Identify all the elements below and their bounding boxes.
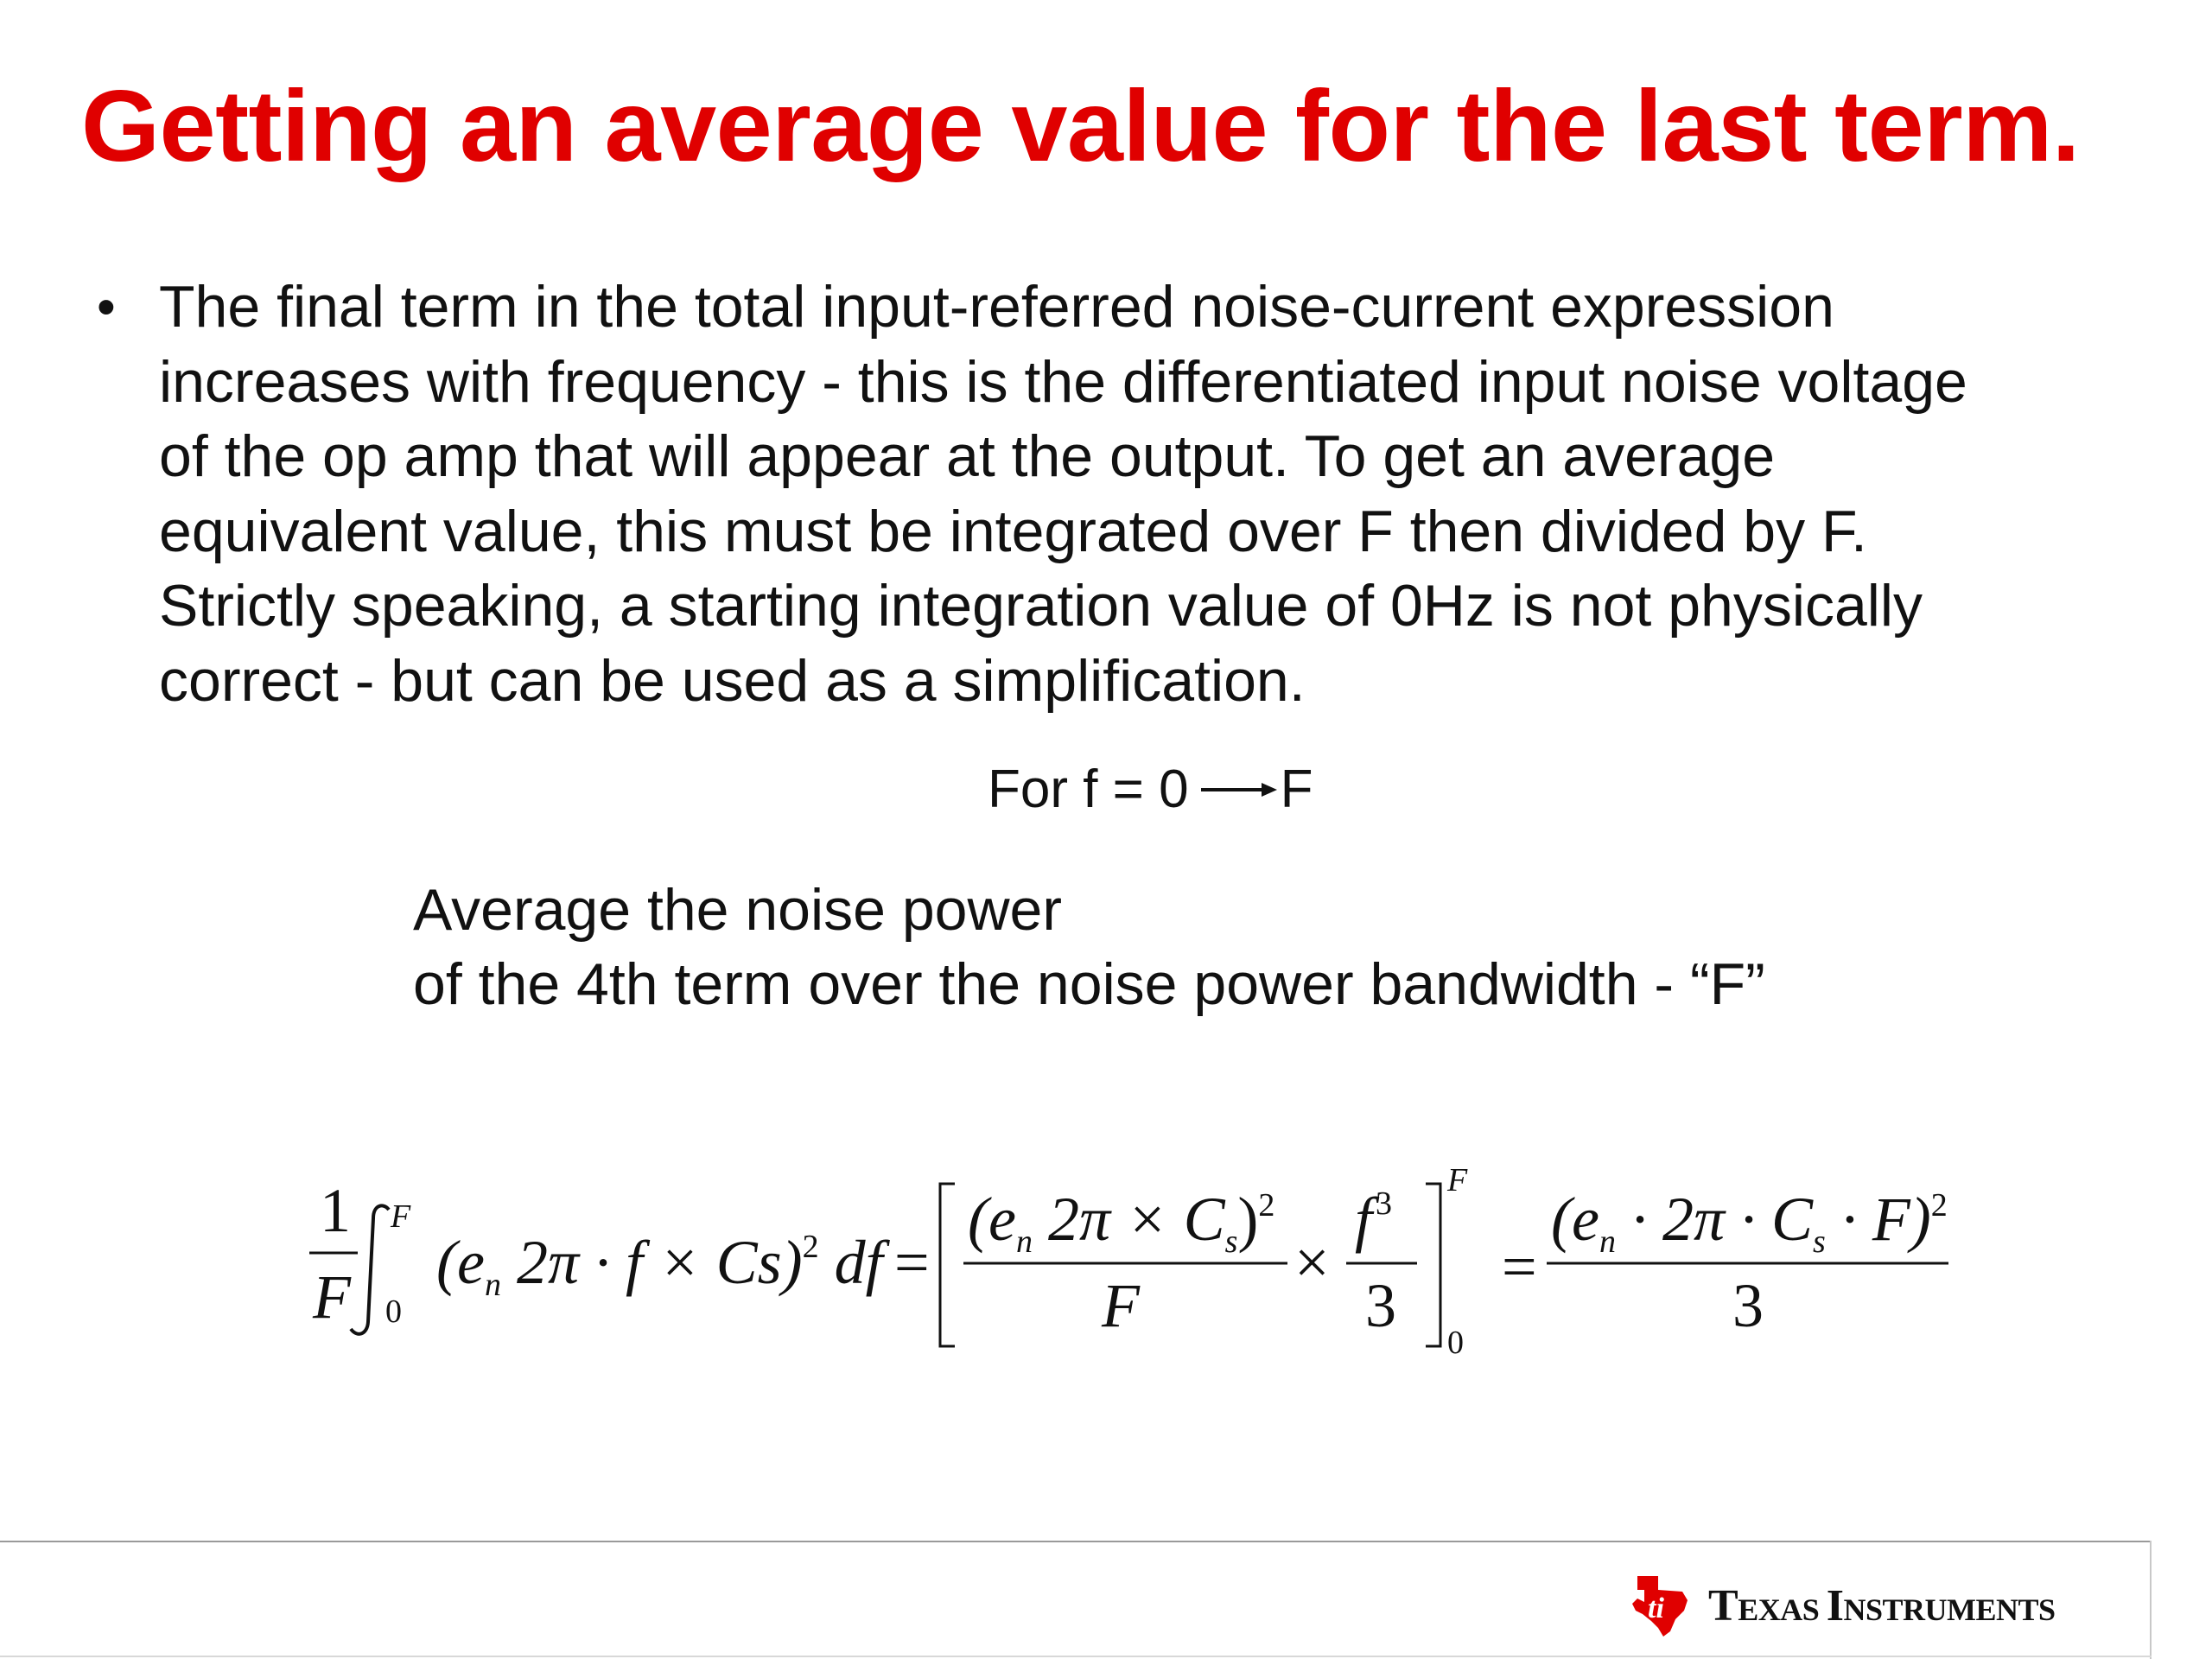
- bullet-line: of the op amp that will appear at the output. To get an average: [159, 423, 1776, 489]
- integrand: (en 2π · f × Cs)$^2$ df: [436, 1228, 883, 1303]
- equals-sign-2: =: [1502, 1232, 1537, 1301]
- right-bracket: [1426, 1184, 1440, 1346]
- range-suffix: F: [1280, 760, 1313, 819]
- integration-range: [988, 759, 1313, 820]
- bullet-line: correct - but can be used as a simplification.: [159, 647, 1306, 714]
- texas-state-logo-icon: [1629, 1571, 1691, 1640]
- bullet-line: equivalent value, this must be integrated over F then divided by F.: [159, 498, 1867, 564]
- fraction-denominator: F: [313, 1262, 351, 1332]
- average-line-2: of the 4th term over the noise power bandwidth - “F”: [413, 951, 1765, 1017]
- bullet-line: increases with frequency - this is the differentiated input noise voltage: [159, 348, 1967, 415]
- bullet-text: [159, 270, 1967, 718]
- bullet-line: The final term in the total input-referred noise-current expression: [159, 274, 1834, 340]
- bracket-upper-limit: F: [1447, 1162, 1468, 1198]
- range-prefix: For f = 0: [988, 760, 1189, 819]
- bracket-numerator: (en 2π × Cs)$^2$: [968, 1185, 1275, 1260]
- bracket-denominator: F: [1102, 1271, 1140, 1340]
- left-bracket: [940, 1184, 955, 1346]
- equals-sign: =: [894, 1228, 930, 1297]
- texas-instruments-logo: [1629, 1571, 2056, 1640]
- integral-sign: [351, 1205, 389, 1333]
- footer-divider: [0, 1541, 2150, 1542]
- footer-bottom-border: [0, 1656, 2152, 1657]
- result-denominator: 3: [1732, 1271, 1764, 1340]
- cube-denominator: 3: [1365, 1271, 1396, 1340]
- integral-lower-limit: 0: [385, 1294, 402, 1330]
- average-noise-equation: [294, 1158, 1961, 1365]
- result-numerator: (en · 2π · Cs · F)$^2$: [1551, 1185, 1948, 1260]
- average-note: [413, 873, 1765, 1021]
- logo-wordmark: TEXAS INSTRUMENTS: [1708, 1580, 2056, 1630]
- cube-numerator: f $^3$: [1355, 1185, 1393, 1254]
- svg-text:ti: ti: [1648, 1592, 1664, 1624]
- bracket-lower-limit: 0: [1447, 1325, 1464, 1361]
- bullet-marker: •: [97, 277, 116, 337]
- footer-right-border: [2150, 1541, 2152, 1659]
- bullet-line: Strictly speaking, a starting integration value of 0Hz is not physically: [159, 573, 1923, 639]
- integral-upper-limit: F: [391, 1198, 411, 1235]
- slide-title: Getting an average value for the last term.: [81, 69, 2080, 182]
- times-sign: ×: [1294, 1228, 1330, 1297]
- right-arrow-icon: [1201, 781, 1277, 798]
- average-line-1: Average the noise power: [413, 877, 1063, 943]
- fraction-numerator: 1: [320, 1176, 351, 1245]
